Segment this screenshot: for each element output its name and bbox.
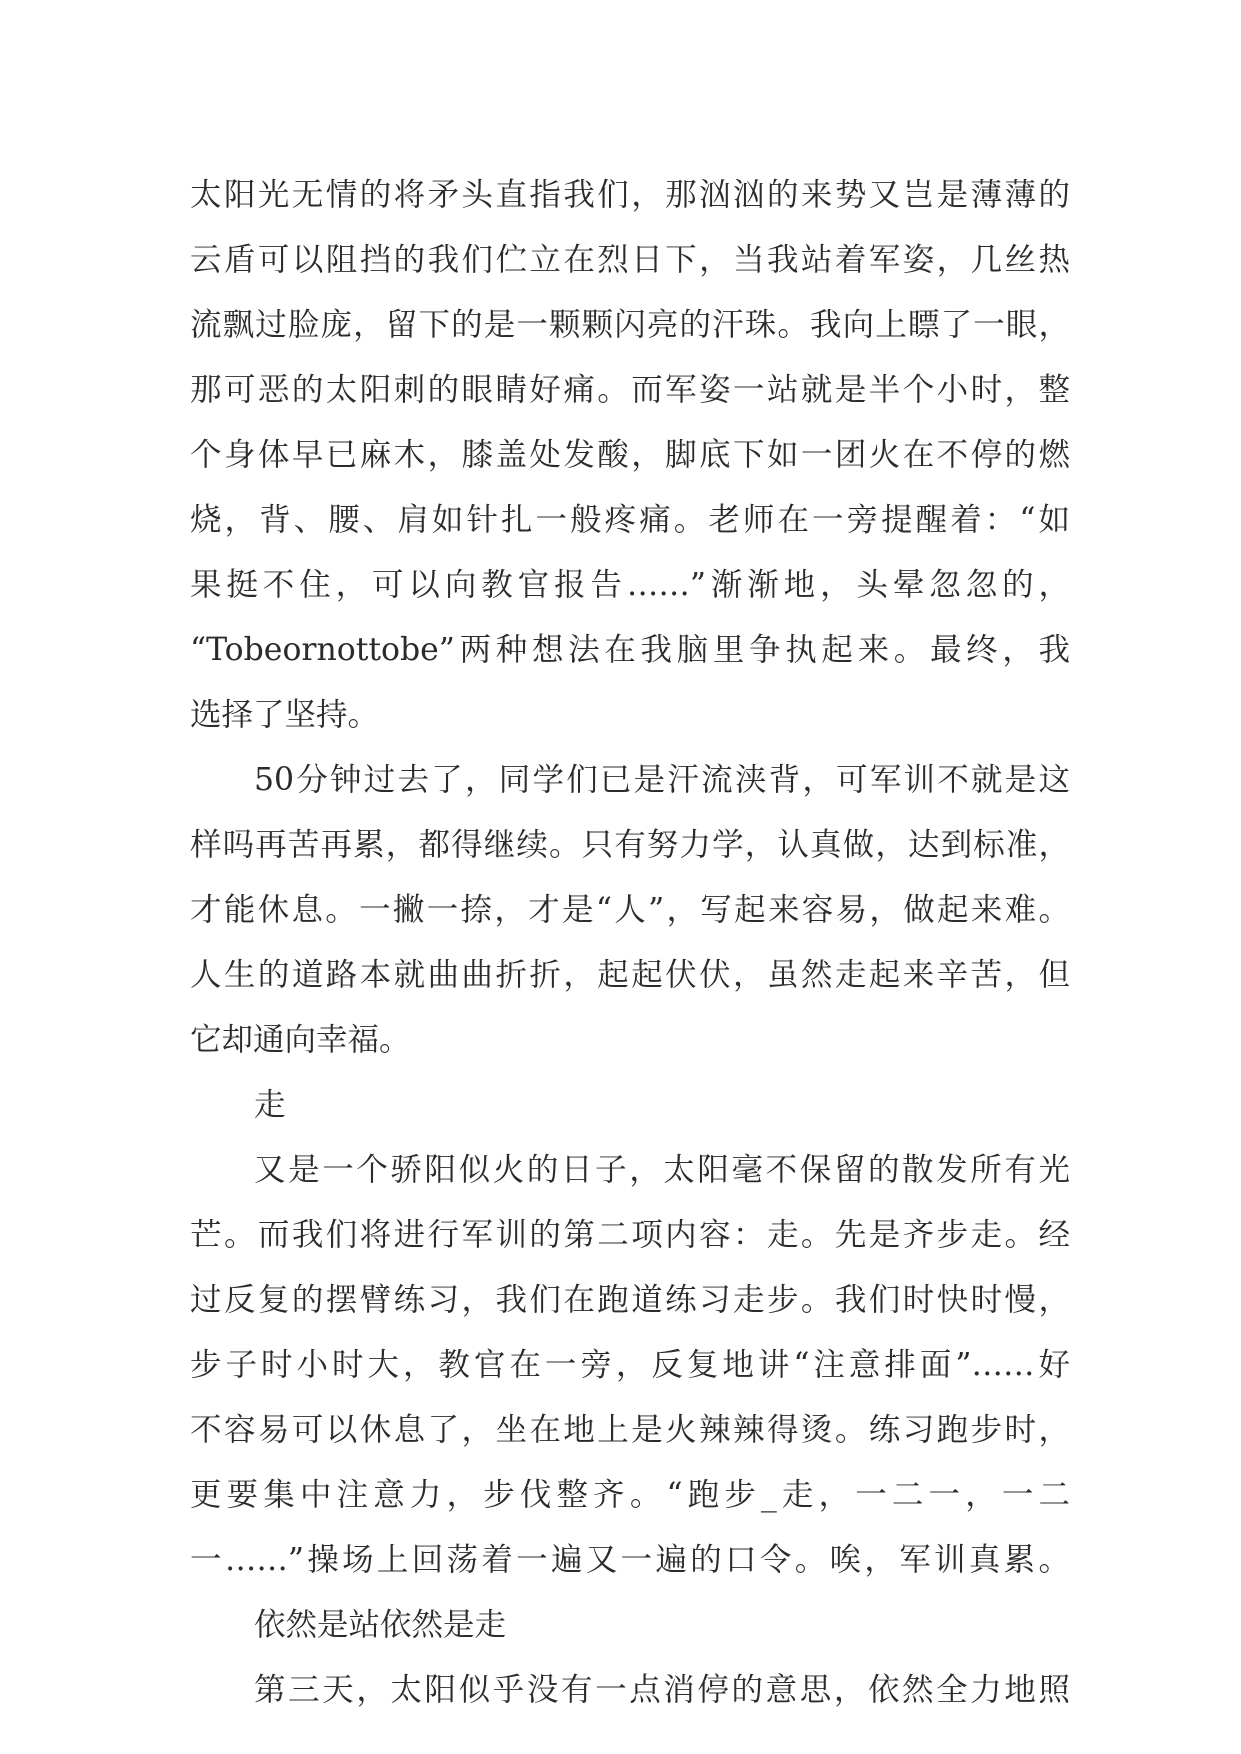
text-line: “Tobeornottobe”两种想法在我脑里争执起来。最终，我	[190, 632, 1070, 668]
text-line: 它却通向幸福。	[190, 1022, 411, 1058]
text-line: 过反复的摆臂练习，我们在跑道练习走步。我们时快时慢，	[190, 1282, 1070, 1318]
text-line: 更要集中注意力，步伐整齐。“跑步_走，一二一，一二	[190, 1477, 1070, 1513]
text-line: 烧，背、腰、肩如针扎一般疼痛。老师在一旁提醒着：“如	[190, 502, 1070, 538]
text-line: 个身体早已麻木，膝盖处发酸，脚底下如一团火在不停的燃	[190, 437, 1070, 473]
text-line: 那可恶的太阳刺的眼睛好痛。而军姿一站就是半个小时，整	[190, 372, 1070, 408]
text-line: 流飘过脸庞，留下的是一颗颗闪亮的汗珠。我向上瞟了一眼，	[190, 307, 1070, 343]
section-heading: 走	[254, 1087, 286, 1123]
paragraph-start-line: 第三天，太阳似乎没有一点消停的意思，依然全力地照	[254, 1672, 1070, 1708]
text-line: 太阳光无情的将矛头直指我们，那汹汹的来势又岂是薄薄的	[190, 177, 1070, 213]
text-line: 芒。而我们将进行军训的第二项内容：走。先是齐步走。经	[190, 1217, 1070, 1253]
text-line: 果挺不住，可以向教官报告……”渐渐地，头晕忽忽的，	[190, 567, 1070, 603]
section-heading: 依然是站依然是走	[254, 1607, 507, 1643]
text-line: 一……”操场上回荡着一遍又一遍的口令。唉，军训真累。	[190, 1542, 1070, 1578]
text-line: 不容易可以休息了，坐在地上是火辣辣得烫。练习跑步时，	[190, 1412, 1070, 1448]
text-line: 云盾可以阻挡的我们伫立在烈日下，当我站着军姿，几丝热	[190, 242, 1070, 278]
paragraph-start-line: 又是一个骄阳似火的日子，太阳毫不保留的散发所有光	[254, 1152, 1070, 1188]
text-line: 才能休息。一撇一捺，才是“人”，写起来容易，做起来难。	[190, 892, 1070, 928]
text-line: 样吗再苦再累，都得继续。只有努力学，认真做，达到标准，	[190, 827, 1070, 863]
text-line: 步子时小时大，教官在一旁，反复地讲“注意排面”……好	[190, 1347, 1070, 1383]
text-line: 选择了坚持。	[190, 697, 380, 733]
text-line: 人生的道路本就曲曲折折，起起伏伏，虽然走起来辛苦，但	[190, 957, 1070, 993]
body-text	[190, 163, 1070, 1723]
paragraph-start-line: 50分钟过去了，同学们已是汗流浃背，可军训不就是这	[254, 762, 1070, 798]
